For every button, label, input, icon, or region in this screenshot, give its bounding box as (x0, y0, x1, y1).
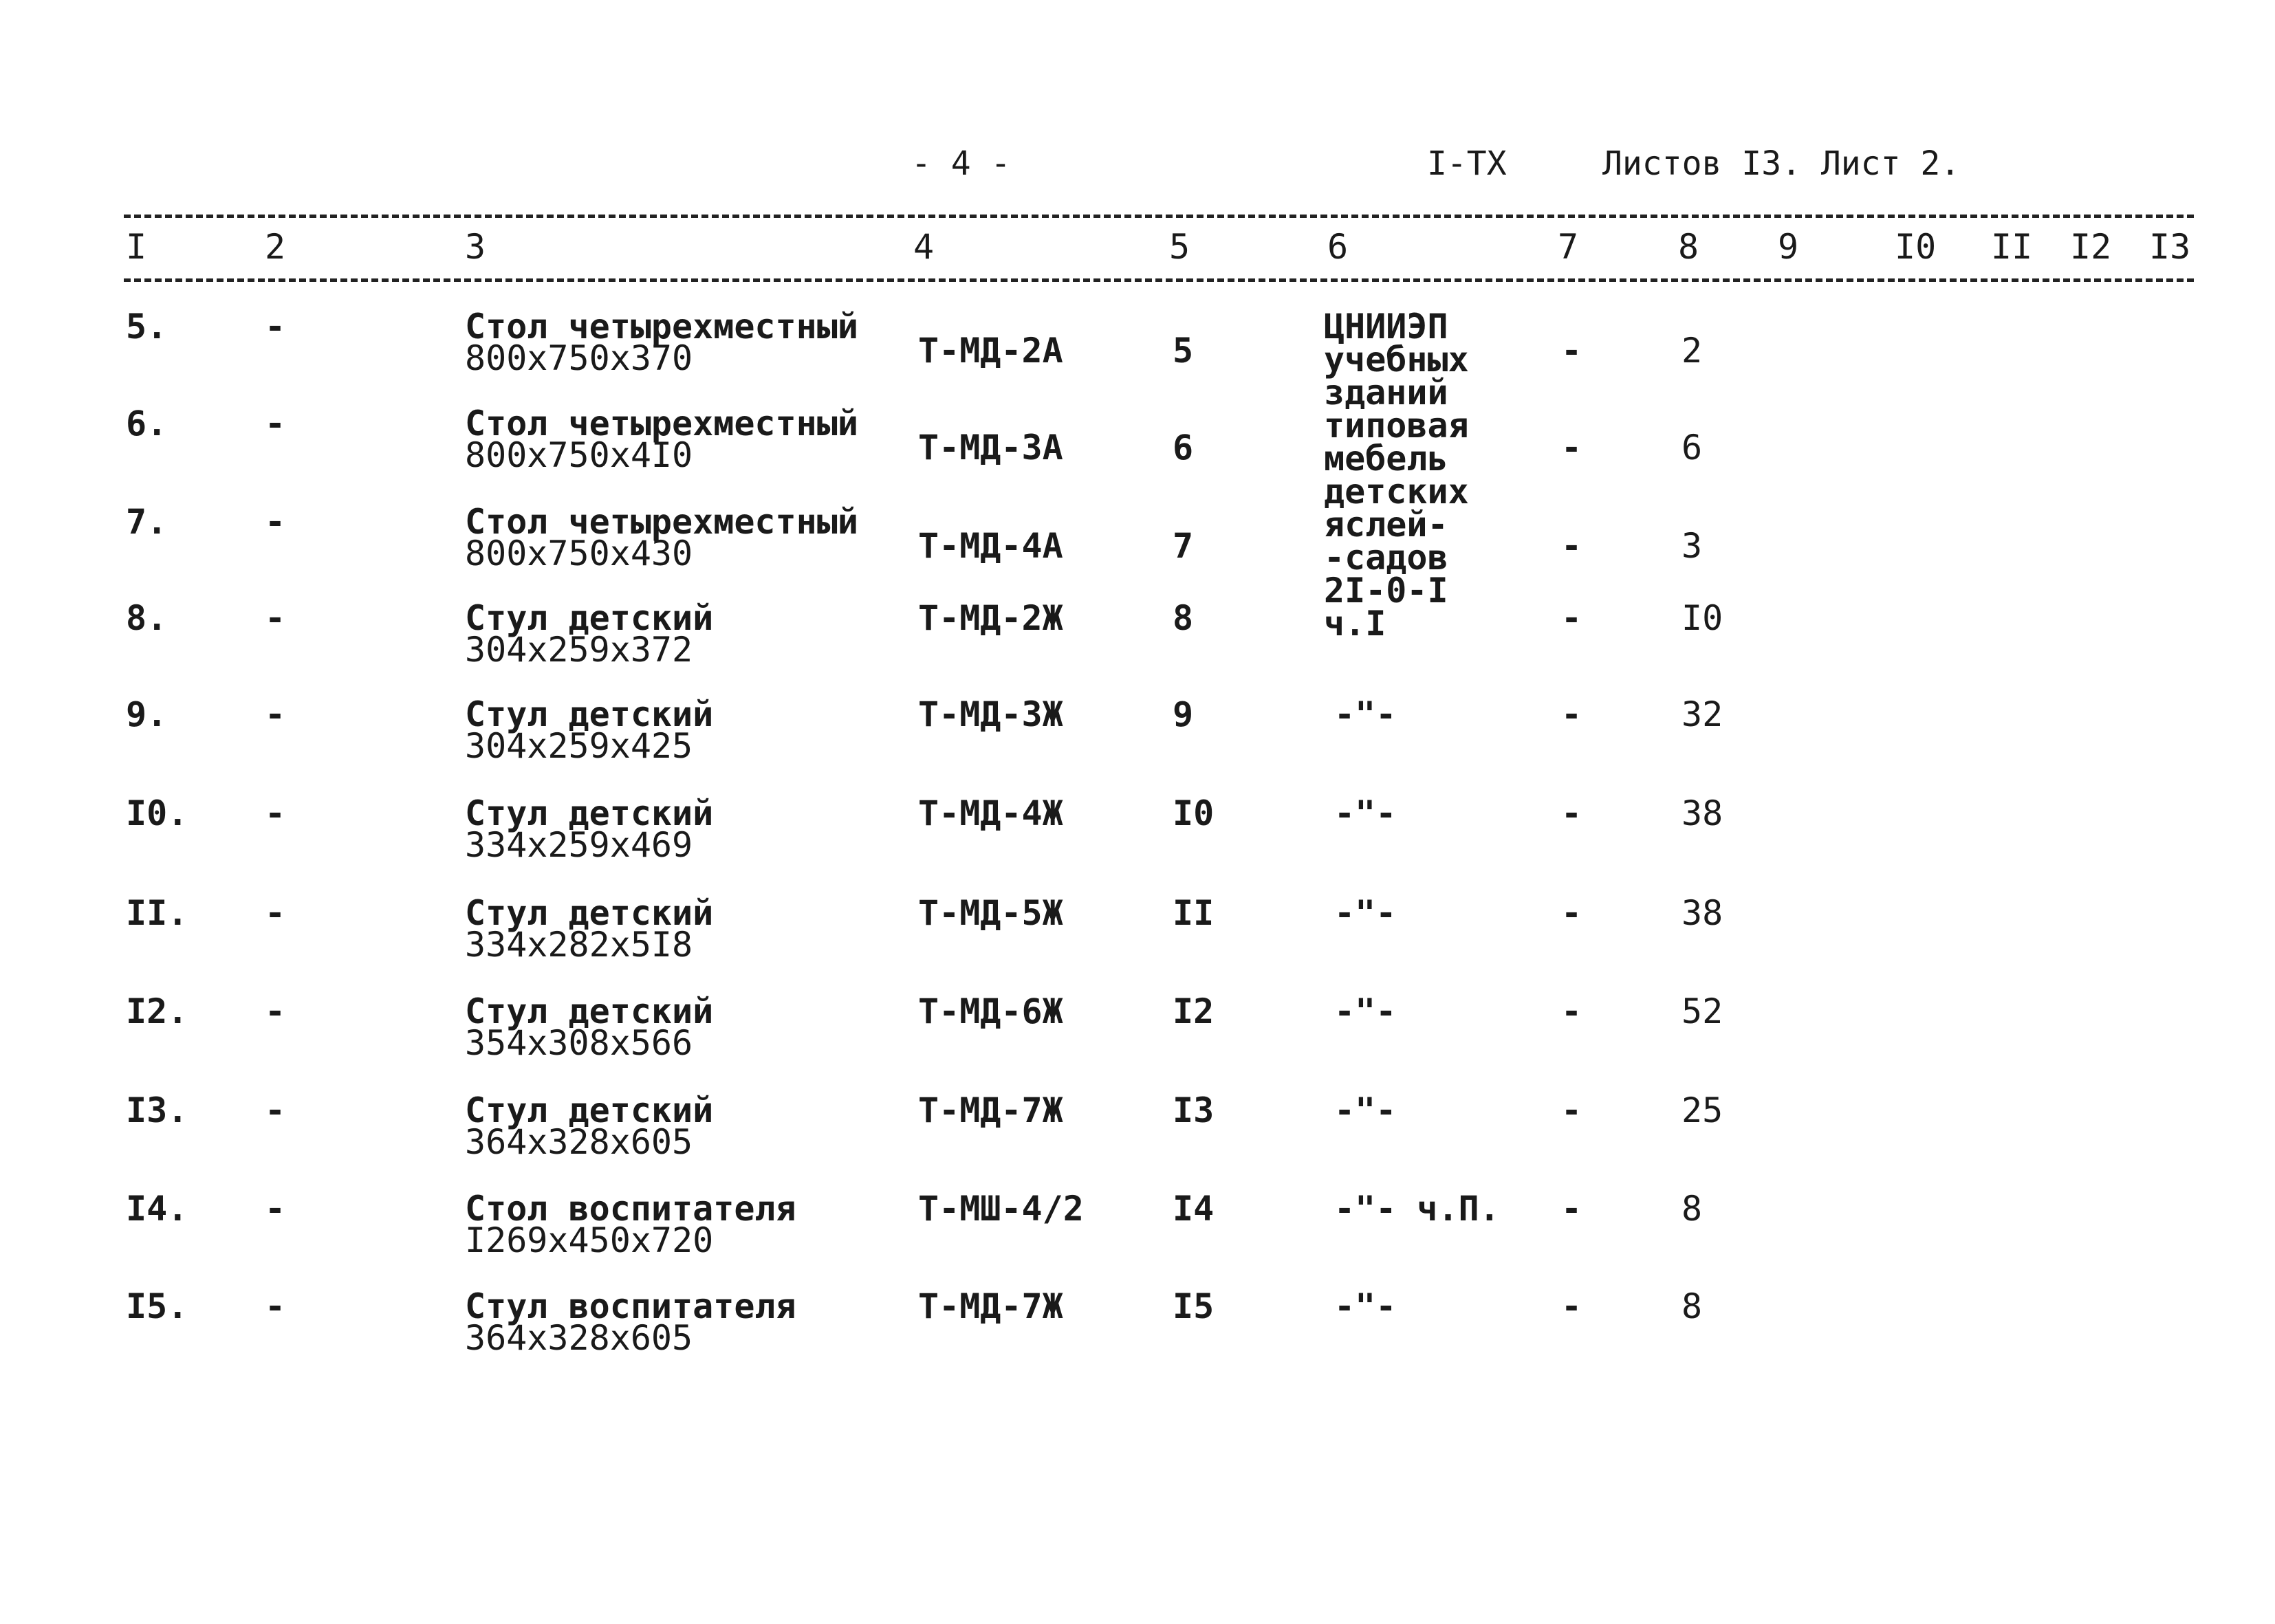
quantity: 3 (1681, 526, 1703, 566)
position-number: I5 (1173, 1286, 1215, 1326)
source-line: учебных (1324, 340, 1469, 380)
item-dimensions: 800x750x4I0 (465, 435, 693, 475)
column-2-value: - (265, 991, 286, 1031)
source-reference: -"- (1334, 793, 1397, 833)
source-reference: -"- (1334, 893, 1397, 933)
source-line: детских (1324, 472, 1469, 512)
item-code: Т-МД-2Ж (918, 598, 1063, 638)
source-line: мебель (1324, 439, 1448, 479)
column-number: 2 (265, 227, 286, 267)
item-code: Т-МД-6Ж (918, 991, 1063, 1031)
position-number: 8 (1173, 598, 1194, 638)
column-7-value: - (1561, 793, 1582, 833)
column-2-value: - (265, 307, 286, 347)
item-dimensions: 304x259x372 (465, 630, 693, 670)
item-code: Т-МД-2А (918, 331, 1063, 371)
row-number: I0. (126, 793, 188, 833)
column-number: I2 (2070, 227, 2112, 267)
row-number: 7. (126, 502, 168, 542)
row-number: 9. (126, 694, 168, 734)
quantity: 25 (1681, 1090, 1723, 1130)
column-number: I3 (2149, 227, 2191, 267)
column-7-value: - (1561, 1189, 1582, 1229)
column-number: 7 (1558, 227, 1579, 267)
row-number: I4. (126, 1189, 188, 1229)
item-code: Т-МД-4Ж (918, 793, 1063, 833)
quantity: 8 (1681, 1189, 1703, 1229)
item-name: Стол четырехместный (465, 307, 858, 347)
source-line: ЦНИИЭП (1324, 307, 1448, 347)
source-line: ч.I (1324, 604, 1386, 644)
column-2-value: - (265, 793, 286, 833)
column-number: 4 (913, 227, 935, 267)
column-2-value: - (265, 1090, 286, 1130)
item-name: Стол воспитателя (465, 1189, 796, 1229)
header-bottom-rule (124, 278, 2194, 282)
row-number: I2. (126, 991, 188, 1031)
column-number: 8 (1678, 227, 1699, 267)
column-7-value: - (1561, 526, 1582, 566)
column-number: 5 (1169, 227, 1190, 267)
column-2-value: - (265, 893, 286, 933)
item-dimensions: 364x328x605 (465, 1318, 693, 1358)
column-7-value: - (1561, 1090, 1582, 1130)
row-number: 5. (126, 307, 168, 347)
column-2-value: - (265, 1286, 286, 1326)
item-name: Стул детский (465, 694, 714, 734)
position-number: I2 (1173, 991, 1215, 1031)
position-number: I4 (1173, 1189, 1215, 1229)
column-7-value: - (1561, 893, 1582, 933)
header-top-rule (124, 215, 2194, 218)
item-dimensions: I269x450x720 (465, 1220, 714, 1260)
column-number: I0 (1895, 227, 1937, 267)
item-code: Т-МД-7Ж (918, 1286, 1063, 1326)
column-2-value: - (265, 502, 286, 542)
quantity: I0 (1681, 598, 1723, 638)
column-7-value: - (1561, 428, 1582, 468)
column-2-value: - (265, 1189, 286, 1229)
source-line: типовая (1324, 406, 1469, 446)
item-code: Т-МД-5Ж (918, 893, 1063, 933)
column-7-value: - (1561, 694, 1582, 734)
item-code: Т-МД-3Ж (918, 694, 1063, 734)
quantity: 6 (1681, 428, 1703, 468)
quantity: 52 (1681, 991, 1723, 1031)
document-code: I-TX (1427, 144, 1507, 183)
position-number: 5 (1173, 331, 1194, 371)
position-number: 6 (1173, 428, 1194, 468)
quantity: 8 (1681, 1286, 1703, 1326)
item-dimensions: 354x308x566 (465, 1023, 693, 1063)
quantity: 32 (1681, 694, 1723, 734)
item-name: Стул детский (465, 893, 714, 933)
row-number: I5. (126, 1286, 188, 1326)
source-reference: -"- (1334, 694, 1397, 734)
column-number: 9 (1778, 227, 1799, 267)
item-dimensions: 304x259x425 (465, 726, 693, 766)
source-reference: -"- (1334, 991, 1397, 1031)
column-2-value: - (265, 598, 286, 638)
item-name: Стул детский (465, 991, 714, 1031)
item-name: Стол четырехместный (465, 404, 858, 443)
source-reference: -"- (1334, 1286, 1397, 1326)
item-name: Стул детский (465, 1090, 714, 1130)
position-number: II (1173, 893, 1215, 933)
item-name: Стул детский (465, 598, 714, 638)
column-7-value: - (1561, 991, 1582, 1031)
source-line: -садов (1324, 538, 1448, 578)
item-code: Т-МД-4А (918, 526, 1063, 566)
item-code: Т-МД-7Ж (918, 1090, 1063, 1130)
source-reference: -"- ч.П. (1334, 1189, 1500, 1229)
item-name: Стол четырехместный (465, 502, 858, 542)
item-code: Т-МД-3А (918, 428, 1063, 468)
position-number: 7 (1173, 526, 1194, 566)
item-dimensions: 800x750x430 (465, 534, 693, 573)
page-number: - 4 - (911, 144, 1011, 183)
column-2-value: - (265, 404, 286, 443)
column-7-value: - (1561, 598, 1582, 638)
item-dimensions: 334x259x469 (465, 825, 693, 865)
item-name: Стул воспитателя (465, 1286, 796, 1326)
source-line: яслей- (1324, 505, 1448, 545)
item-dimensions: 334x282x5I8 (465, 925, 693, 965)
quantity: 2 (1681, 331, 1703, 371)
item-code: Т-МШ-4/2 (918, 1189, 1084, 1229)
source-line: 2I-0-I (1324, 571, 1448, 611)
column-number: 3 (465, 227, 486, 267)
row-number: 6. (126, 404, 168, 443)
quantity: 38 (1681, 893, 1723, 933)
quantity: 38 (1681, 793, 1723, 833)
column-7-value: - (1561, 1286, 1582, 1326)
sheet-info: Листов I3. Лист 2. (1602, 144, 1961, 183)
position-number: I0 (1173, 793, 1215, 833)
row-number: II. (126, 893, 188, 933)
item-dimensions: 364x328x605 (465, 1122, 693, 1162)
column-number: II (1991, 227, 2033, 267)
row-number: I3. (126, 1090, 188, 1130)
item-name: Стул детский (465, 793, 714, 833)
position-number: I3 (1173, 1090, 1215, 1130)
source-line: зданий (1324, 373, 1448, 413)
column-number: 6 (1327, 227, 1349, 267)
column-number: I (126, 227, 147, 267)
position-number: 9 (1173, 694, 1194, 734)
column-7-value: - (1561, 331, 1582, 371)
column-2-value: - (265, 694, 286, 734)
item-dimensions: 800x750x370 (465, 338, 693, 378)
source-reference: -"- (1334, 1090, 1397, 1130)
row-number: 8. (126, 598, 168, 638)
